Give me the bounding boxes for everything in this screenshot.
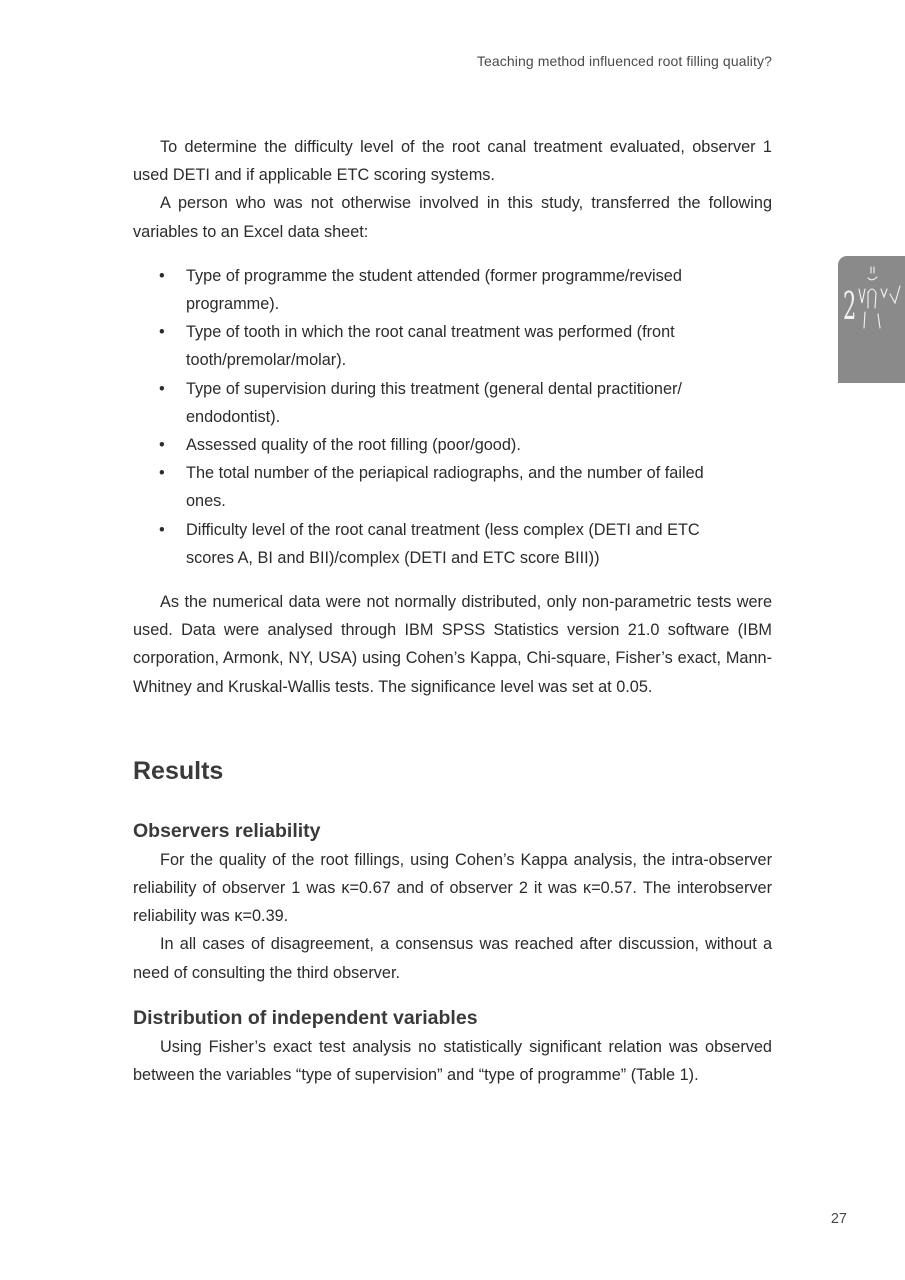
variables-list	[133, 262, 772, 572]
list-item: • Type of tooth in which the root canal treatment was performed (front tooth/premolar/molar).	[186, 318, 772, 374]
bullet-icon: •	[159, 436, 165, 455]
list-item: • Assessed quality of the root filling (poor/good).	[186, 431, 772, 459]
intro-paragraph: A person who was not otherwise involved in this study, transferred the following variables to an Excel data sheet:	[133, 194, 772, 241]
list-item: • Difficulty level of the root canal treatment (less complex (DETI and ETC scores A, BI and BII)/complex (DETI and ETC score BIII))	[186, 516, 772, 572]
bullet-icon: •	[159, 379, 165, 398]
reliability-paragraph: For the quality of the root fillings, using Cohen’s Kappa analysis, the intra-observer reliability of observer 1 was κ=0.67 and of observer 2 it was κ=0.57. The interobserver reliability was κ=0.39.	[133, 850, 772, 926]
list-item: • Type of programme the student attended (former programme/revised programme).	[186, 262, 772, 318]
main-text	[133, 133, 772, 1089]
reliability-paragraph: In all cases of disagreement, a consensus was reached after discussion, without a need of consulting the third observer.	[133, 935, 772, 982]
list-item: • The total number of the periapical radiographs, and the number of failed ones.	[186, 459, 772, 515]
reliability-heading: Observers reliability	[133, 819, 321, 842]
bullet-icon: •	[159, 323, 165, 342]
list-item: • Type of supervision during this treatment (general dental practitioner/ endodontist).	[186, 375, 772, 431]
statistics-paragraph: As the numerical data were not normally distributed, only non-parametric tests were used. Data were analysed through IBM SPSS Statistics version 21.0 software (IBM corporation, Armonk, NY, USA) using Cohen’s Kappa, Chi-square, Fisher’s exact, Mann-Whitney and Kruskal-Wallis tests. The significance level was set at 0.05.	[133, 593, 772, 696]
distribution-heading: Distribution of independent variables	[133, 1006, 478, 1029]
intro-paragraph: To determine the difficulty level of the root canal treatment evaluated, observer 1 used DETI and if applicable ETC scoring systems.	[133, 138, 772, 185]
results-heading: Results	[133, 756, 224, 785]
running-head: Teaching method influenced root filling quality?	[476, 53, 772, 69]
bullet-icon: •	[159, 266, 165, 285]
bullet-icon: •	[159, 520, 165, 539]
chapter-figure-icon	[838, 256, 905, 383]
chapter-tab	[838, 256, 905, 383]
distribution-paragraph: Using Fisher’s exact test analysis no statistically significant relation was observed between the variables “type of supervision” and “type of programme” (Table 1).	[133, 1037, 772, 1085]
chapter-number: 2	[843, 284, 857, 328]
bullet-icon: •	[159, 464, 165, 483]
page-number: 27	[830, 1211, 847, 1227]
